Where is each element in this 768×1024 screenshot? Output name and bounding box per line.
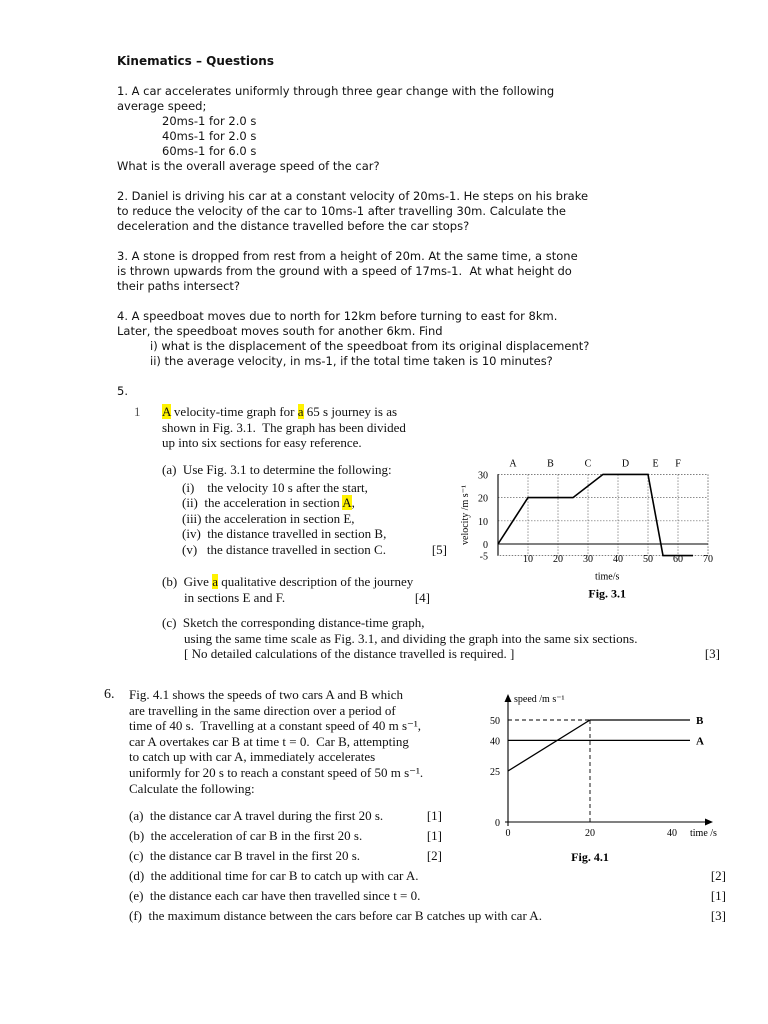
q2-line: 2. Daniel is driving his car at a constant velocity of 20ms-1. He steps on his brake [117, 189, 589, 203]
q5-highlight: A [162, 404, 171, 419]
q6-part-text: (e) the distance each car have then travelled since t = 0. [129, 888, 421, 903]
section-label: E [652, 458, 659, 470]
q6-parts-long [129, 868, 726, 928]
q6-part-text: (a) the distance car A travel during the first 20 s. [129, 808, 384, 823]
x-tick-label: 60 [673, 554, 683, 565]
q5-c-marks: [3] [704, 646, 720, 662]
q6-part-marks: [2] [426, 848, 442, 863]
q6-part [129, 908, 726, 928]
q5-b-text: (b) Give [162, 574, 213, 589]
q4-line: Later, the speedboat moves south for another 6km. Find [117, 324, 443, 338]
x-tick-label: 40 [667, 828, 677, 839]
q1-line: average speed; [117, 99, 207, 113]
question-4 [117, 309, 717, 369]
y-axis-arrow [505, 694, 512, 702]
q5-a-item-text: (ii) the acceleration in section [182, 495, 343, 511]
section-label: D [621, 458, 630, 470]
section-label: C [584, 458, 592, 470]
q6-part-marks: [1] [426, 828, 442, 843]
q5-number: 5. [117, 384, 128, 398]
q6-part-text: (d) the additional time for car B to catch up with car A. [129, 868, 419, 883]
q5-a-item: (iv) the distance travelled in section B, [182, 526, 387, 542]
q5-side-mark: 1 [134, 404, 141, 419]
q2-line: to reduce the velocity of the car to 10ms-1 after travelling 30m. Calculate the [117, 204, 566, 218]
x-axis-arrow [705, 819, 713, 826]
y-tick-label: 30 [478, 470, 488, 482]
q4-item: ii) the average velocity, in ms-1, if the total time taken is 10 minutes? [150, 354, 553, 368]
q5-b-line [162, 574, 430, 590]
q6-part [129, 848, 442, 868]
q6-intro-line: car A overtakes car B at time t = 0. Car B, attempting [129, 733, 409, 749]
x-tick-label: 30 [583, 554, 593, 565]
q5-intro-text: velocity-time graph for [170, 404, 298, 419]
q6-intro-line: Calculate the following: [129, 780, 255, 796]
q5-b-marks: [4] [414, 589, 430, 605]
q6-intro-line: to catch up with car A, immediately accelerates [129, 749, 376, 765]
y-tick-label: 0 [495, 818, 500, 829]
q5-part-c [162, 615, 720, 662]
x-tick-label: 0 [505, 828, 511, 839]
q3-line: 3. A stone is dropped from rest from a height of 20m. At the same time, a stone [117, 249, 578, 263]
q5-a-item-text: , [351, 495, 355, 511]
section-label: F [675, 458, 681, 470]
q5-a-label: (a) Use Fig. 3.1 to determine the following: [162, 462, 392, 477]
q6-intro [129, 687, 474, 796]
q3-line: is thrown upwards from the ground with a speed of 17ms-1. At what height do [117, 264, 572, 278]
question-1 [117, 84, 717, 174]
y-tick-label: -5 [479, 551, 488, 563]
x-tick-label: 20 [585, 828, 595, 839]
q4-line: 4. A speedboat moves due to north for 12km before turning to east for 8km. [117, 309, 558, 323]
q6-part [129, 888, 726, 908]
question-5-text [162, 404, 462, 451]
y-axis-label: velocity /m s⁻¹ [460, 485, 471, 545]
y-tick-label: 40 [490, 736, 500, 748]
y-axis-label: speed /m s⁻¹ [514, 694, 565, 705]
q6-intro-line: time of 40 s. Travelling at a constant speed of 40 m s⁻¹, [129, 718, 422, 734]
q5-intro-line: up into six sections for easy reference. [162, 435, 362, 451]
figure-caption: Fig. 4.1 [571, 850, 609, 864]
figure-caption: Fig. 3.1 [588, 586, 627, 601]
q5-part-a [162, 462, 447, 558]
q6-part [129, 808, 442, 828]
q6-part-text: (b) the acceleration of car B in the first 20 s. [129, 828, 363, 843]
grid-frame [498, 474, 708, 555]
q6-number: 6. [104, 687, 115, 702]
q6-part-text: (f) the maximum distance between the cars before car B catches up with car A. [129, 908, 542, 923]
fig-4-1-chart [470, 686, 730, 866]
q5-b-line [162, 590, 430, 606]
q5-c-line: (c) Sketch the corresponding distance-time graph, [162, 615, 425, 630]
q1-question: What is the overall average speed of the car? [117, 159, 380, 173]
q5-b-text: in sections E and F. [184, 589, 286, 605]
q5-intro-text: 65 s journey is as [303, 404, 398, 419]
q5-intro-line: shown in Fig. 3.1. The graph has been divided [162, 419, 406, 435]
q2-line: deceleration and the distance travelled before the car stops? [117, 219, 470, 233]
q6-part-marks: [3] [710, 908, 726, 923]
q5-c-text: [ No detailed calculations of the distance travelled is required. ] [184, 646, 515, 662]
x-axis-label: time/s [594, 571, 620, 583]
q5-intro-line [162, 404, 462, 420]
q6-part-marks: [1] [426, 808, 442, 823]
section-label: B [547, 458, 554, 470]
typed-section [117, 54, 717, 399]
q6-part [129, 868, 726, 888]
q5-a-item: (i) the velocity 10 s after the start, [182, 479, 368, 495]
q1-item: 40ms-1 for 2.0 s [162, 129, 257, 143]
q6-part-marks: [1] [710, 888, 726, 903]
x-tick-label: 50 [643, 554, 653, 565]
x-tick-label: 70 [703, 554, 713, 565]
series-label: B [696, 715, 704, 727]
fig-3-1-chart [445, 400, 715, 620]
series-line-b [508, 720, 690, 771]
q5-c-line: using the same time scale as Fig. 3.1, and dividing the graph into the same six sections. [184, 630, 638, 646]
q5-a-item [182, 495, 447, 511]
x-tick-label: 10 [523, 554, 533, 565]
q6-parts-short [129, 808, 442, 868]
q5-a-item [182, 542, 447, 558]
question-3 [117, 249, 717, 294]
y-tick-label: 20 [478, 493, 488, 505]
q1-item: 20ms-1 for 2.0 s [162, 114, 257, 128]
q5-highlight: a [212, 574, 218, 589]
document-title: Kinematics – Questions [117, 54, 274, 68]
y-tick-label: 10 [478, 516, 488, 528]
q6-intro-line: uniformly for 20 s to reach a constant speed of 50 m s⁻¹. [129, 764, 424, 780]
y-tick-label: 50 [490, 716, 500, 727]
q5-a-item-text: (v) the distance travelled in section C. [182, 541, 386, 557]
q5-c-line [162, 646, 720, 662]
q5-part-b [162, 574, 430, 605]
velocity-line [498, 474, 693, 555]
question-2 [117, 189, 717, 234]
q5-highlight: a [297, 404, 304, 419]
x-tick-label: 20 [553, 554, 563, 565]
series-label: A [696, 735, 704, 748]
q4-item: i) what is the displacement of the speedboat from its original displacement? [150, 339, 590, 353]
q3-line: their paths intersect? [117, 279, 241, 293]
q6-part-marks: [2] [710, 868, 726, 883]
x-tick-label: 40 [613, 554, 623, 565]
section-label: A [509, 458, 517, 470]
y-tick-label: 0 [483, 540, 488, 551]
q5-a-item: (iii) the acceleration in section E, [182, 510, 355, 526]
q6-part-text: (c) the distance car B travel in the first 20 s. [129, 848, 361, 863]
q6-part [129, 828, 442, 848]
q1-line: 1. A car accelerates uniformly through three gear change with the following [117, 84, 555, 98]
q5-highlight: A [342, 495, 352, 511]
q5-b-text: qualitative description of the journey [217, 574, 414, 589]
y-tick-label: 25 [490, 767, 500, 778]
q1-item: 60ms-1 for 6.0 s [162, 144, 257, 158]
q6-intro-line: are travelling in the same direction over a period of [129, 702, 396, 718]
x-axis-label: time /s [690, 828, 717, 839]
q6-intro-line: Fig. 4.1 shows the speeds of two cars A and B which [129, 687, 404, 702]
q5-a-marks: [5] [431, 541, 447, 557]
